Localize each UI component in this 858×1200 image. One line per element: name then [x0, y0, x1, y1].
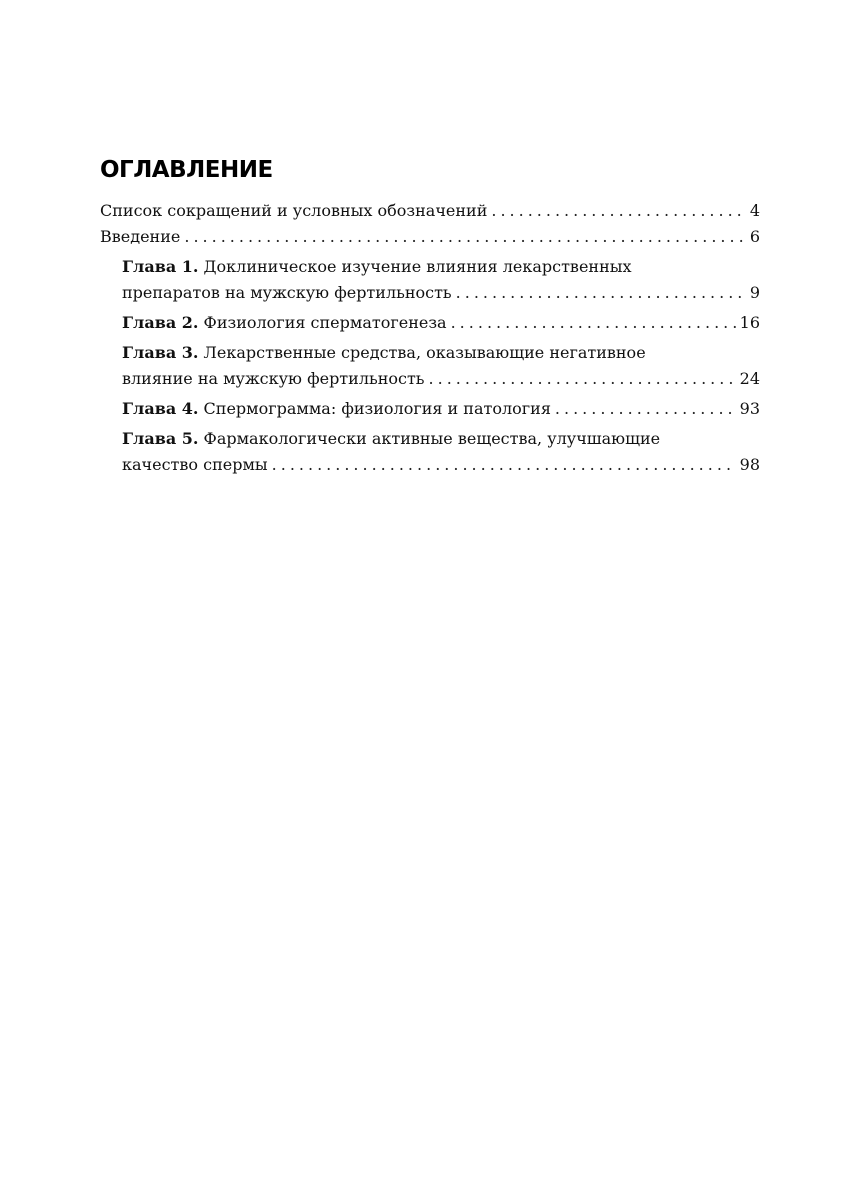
toc-page: [100, 152, 760, 478]
dot-leader: [272, 452, 736, 478]
chapter-title-line1: Доклиническое изучение влияния лекарственных: [198, 257, 632, 276]
toc-page-number: 93: [739, 399, 760, 418]
toc-list: [100, 198, 760, 478]
toc-chapter-2[interactable]: [100, 310, 760, 336]
chapter-label: Глава 4.: [122, 399, 199, 418]
dot-leader: [429, 366, 736, 392]
toc-page-number: 4: [749, 201, 760, 220]
toc-chapter-1[interactable]: [100, 254, 760, 306]
chapter-title: Физиология сперматогенеза: [203, 313, 447, 332]
toc-entry-text: Введение: [100, 227, 181, 246]
toc-chapter-4[interactable]: [100, 396, 760, 422]
chapter-title: Спермограмма: физиология и патология: [203, 399, 551, 418]
toc-page-number: 6: [749, 227, 760, 246]
toc-page-number: 9: [749, 283, 760, 302]
chapter-title-line1: Лекарственные средства, оказывающие негативное: [203, 343, 646, 362]
dot-leader: [184, 224, 745, 250]
chapter-title-line2: влияние на мужскую фертильность: [122, 369, 425, 388]
chapter-label: Глава 2.: [122, 313, 199, 332]
chapter-label: Глава 5.: [122, 429, 199, 448]
chapter-label: Глава 1.: [122, 257, 199, 276]
page-title: ОГЛАВЛЕНИЕ: [100, 157, 273, 183]
toc-chapter-3[interactable]: [100, 340, 760, 392]
toc-chapter-5[interactable]: [100, 426, 760, 478]
chapter-title-line2: качество спермы: [122, 455, 268, 474]
toc-page-number: 16: [739, 313, 760, 332]
chapter-title-line1: Фармакологически активные вещества, улучшающие: [203, 429, 661, 448]
toc-entry-abbreviations[interactable]: [100, 198, 760, 224]
toc-page-number: 98: [739, 455, 760, 474]
chapter-label: Глава 3.: [122, 343, 199, 362]
dot-leader: [555, 396, 736, 422]
dot-leader: [456, 280, 746, 306]
dot-leader: [451, 310, 736, 336]
chapter-title-line2: препаратов на мужскую фертильность: [122, 283, 452, 302]
toc-page-number: 24: [739, 369, 760, 388]
toc-entry-introduction[interactable]: [100, 224, 760, 250]
toc-entry-text: Список сокращений и условных обозначений: [100, 201, 488, 220]
dot-leader: [491, 198, 745, 224]
